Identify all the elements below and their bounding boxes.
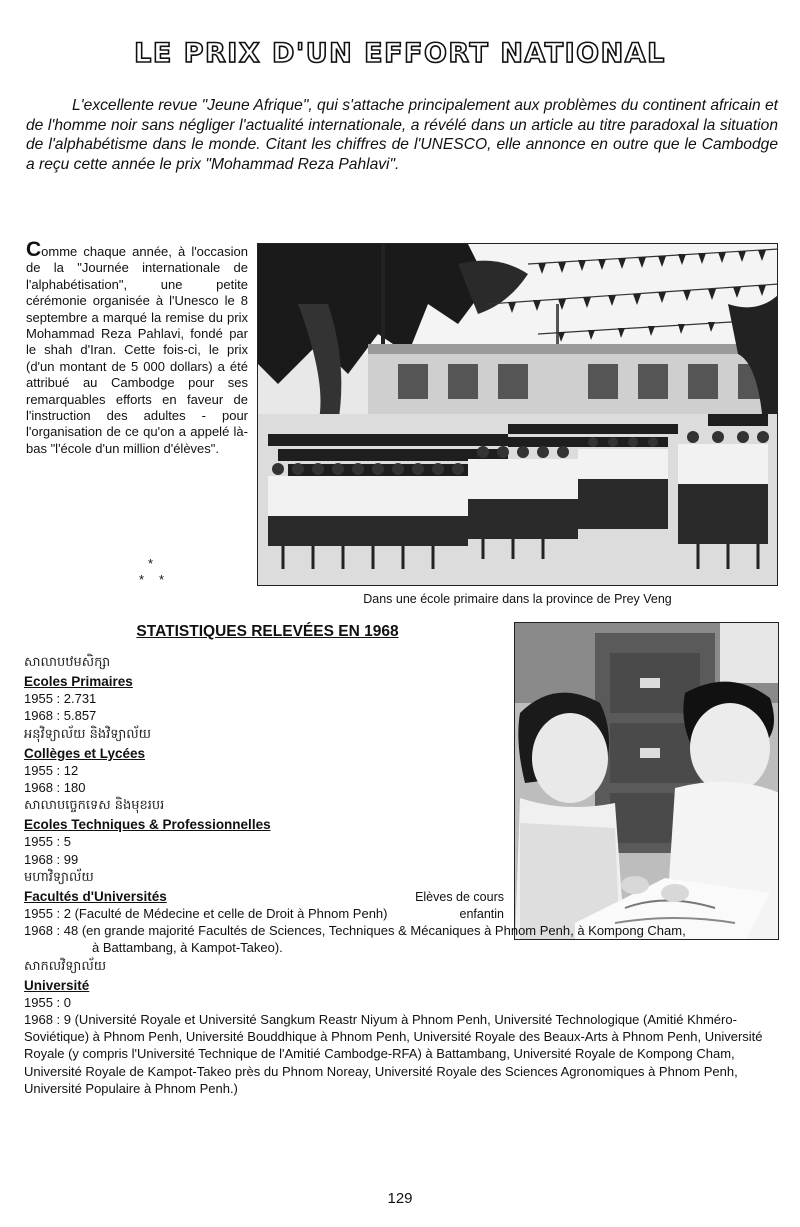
stat-line: 1968 : 48 (en grande majorité Facultés de Sciences, Techniques & Mécaniques à Phnom Penh, à Kompong Cham, <box>24 923 686 939</box>
category-khmer-label: សាលាបឋមសិក្សា <box>24 655 111 670</box>
intro-paragraph: L'excellente revue "Jeune Afrique", qui s'attache principalement aux problèmes du continent africain et de l'homme noir sans négliger l'actualité internationale, a révélé dans un article au titre paradoxal la situation de l'alphabétisme dans le monde. Citant les chiffres de l'UNESCO, elle annonce en outre que le Cambodge a reçu cette année le prix "Mohammad Reza Pahlavi". <box>26 97 778 173</box>
stat-line: 1968 : 5.857 <box>24 708 97 724</box>
stat-line: 1968 : 99 <box>24 851 79 867</box>
stat-line: 1955 : 0 <box>24 994 71 1010</box>
stat-line-continuation: à Battambang, à Kampot-Takeo). <box>92 940 283 956</box>
stat-line: 1955 : 12 <box>24 762 79 778</box>
drop-cap: C <box>26 238 42 261</box>
category-title: Ecoles Techniques & Professionnelles <box>24 817 271 833</box>
category-technical <box>24 796 776 868</box>
category-title: Facultés d'Universités <box>24 888 167 904</box>
lede-paragraph <box>26 238 248 457</box>
category-title: Collèges et Lycées <box>24 745 146 761</box>
category-khmer-label: អនុវិទ្យាល័យ និងវិទ្យាល័យ <box>24 726 152 742</box>
stats-heading: STATISTIQUES RELEVÉES EN 1968 <box>136 623 399 640</box>
page-title: LE PRIX D'UN EFFORT NATIONAL <box>134 38 666 69</box>
stat-line: 1968 : 9 (Université Royale et Université Sangkum Reastr Niyum à Phnom Penh, Université Technologique (Amitié Khméro-Soviétique) à Phnom Penh, Université Bouddhique à Phnom Penh, Université Royale des Beaux-Arts à Phnom Penh, Université Royale (y compris l'Université Technique de l'Amitié Cambodge-RFA) à Battambang, Université Royale de Kompong Cham, Université Royale de Kampot-Takeo près du Phnom Noreay, Université Royale des Sciences Agronomiques à Phnom Penh, Université Populaire à Phnom Penh.) <box>24 1012 763 1096</box>
category-faculties <box>24 868 776 957</box>
category-secondary <box>24 725 776 797</box>
school-assembly-photo <box>257 243 778 586</box>
separator-star-top: * <box>148 556 154 571</box>
stat-line: 1955 : 5 <box>24 834 71 850</box>
stat-line: 1968 : 180 <box>24 780 86 796</box>
separator-star-right: * <box>159 572 165 587</box>
school-assembly-illustration <box>258 244 778 586</box>
stat-line: 1955 : 2 (Faculté de Médecine et celle de Droit à Phnom Penh) <box>24 906 388 922</box>
category-university <box>24 957 776 1097</box>
category-title: Ecoles Primaires <box>24 674 133 689</box>
category-khmer-label: មហាវិទ្យាល័យ <box>24 869 94 885</box>
category-khmer-label: សាលាបច្ចេកទេស និងមុខរបរ <box>24 798 165 814</box>
photo1-caption: Dans une école primaire dans la province de Prey Veng <box>363 592 672 606</box>
category-title: Université <box>24 977 90 993</box>
category-primary <box>24 653 776 725</box>
lede-text: omme chaque année, à l'occasion de la "Journée internationale de l'alphabétisation", une petite cérémonie organisée à l'Unesco le 8 septembre a marqué la remise du prix Mohammad Reza Pahlavi, fondé par le shah d'Iran. Cette fois-ci, le prix (d'un montant de 5 000 dollars) a été attribué au Cambodge pour ses remarquables efforts en faveur de l'instruction des adultes - pour l'organisation de ce qu'on a appelé là-bas "l'école d'un million d'élèves". <box>26 244 248 456</box>
stat-line: 1955 : 2.731 <box>24 691 97 707</box>
page-number: 129 <box>387 1190 413 1207</box>
separator-star-left: * <box>139 572 145 587</box>
statistics-list <box>24 653 776 1097</box>
photo2-caption: Elèves de cours enfantin <box>415 890 504 921</box>
category-khmer-label: សាកលវិទ្យាល័យ <box>24 958 107 974</box>
